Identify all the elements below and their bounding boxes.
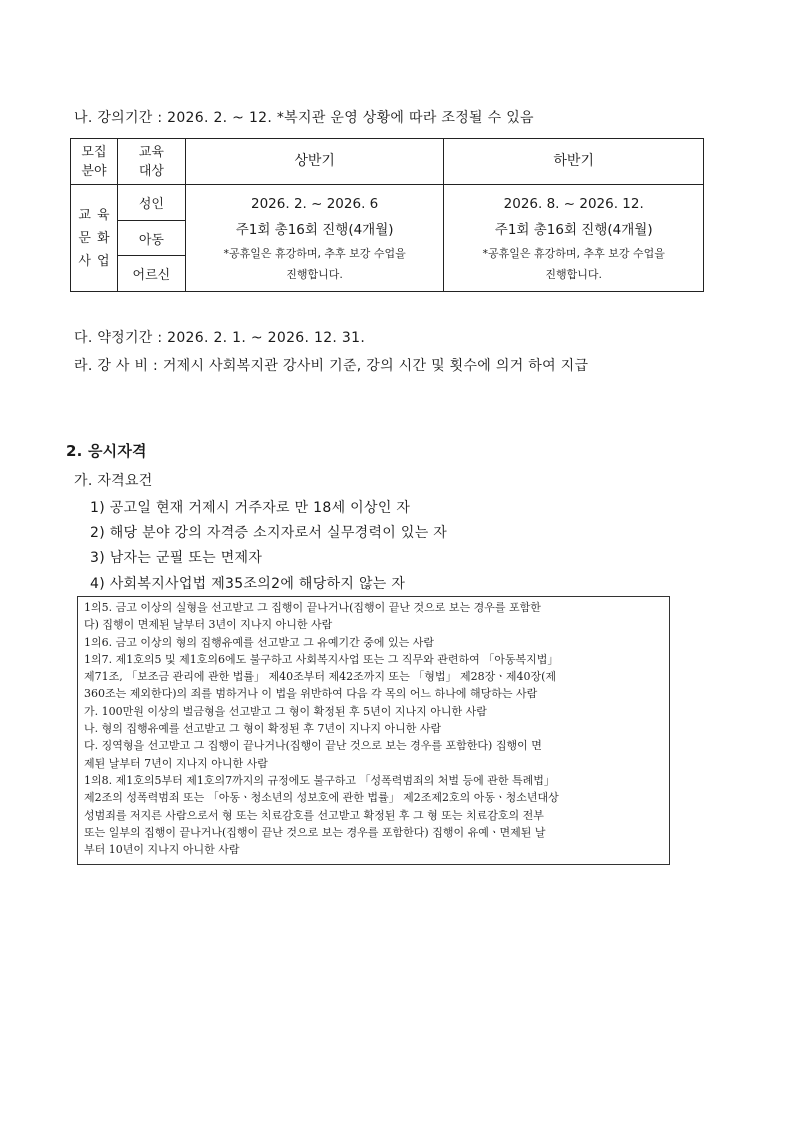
requirement-item: 4) 사회복지사업법 제35조의2에 해당하지 않는 자 [90,576,406,592]
law-line: 1의8. 제1호의5부터 제1호의7까지의 규정에도 불구하고 「성폭력범죄의 처벌 등에 관한 특례법」 [84,773,555,787]
law-line: 제2조의 성폭력범죄 또는 「아동ㆍ청소년의 성보호에 관한 법률」 제2조제2호의 아동ㆍ청소년대상 [84,791,559,805]
law-line: 또는 일부의 집행이 끝나거나(집행이 끝난 것으로 보는 경우를 포함한다) 집행이 유예ㆍ면제된 날 [84,825,546,839]
first-dates: 2026. 2. ~ 2026. 6 [251,196,379,212]
agreement-period-line: 다. 약정기간 : 2026. 2. 1. ~ 2026. 12. 31. [74,330,366,346]
law-line: 제된 날부터 7년이 지나지 아니한 사람 [84,756,268,770]
law-line: 가. 100만원 이상의 벌금형을 선고받고 그 형이 확정된 후 5년이 지나지 아니한 사람 [84,704,487,718]
area-cell: 교육 문화 사업 [71,185,118,292]
first-note-1: *공휴일은 휴강하며, 추후 보강 수업을 [223,247,406,260]
lecture-period-line: 나. 강의기간 : 2026. 2. ~ 12. *복지관 운영 상황에 따라 조정될 수 있음 [74,110,534,126]
target-adult: 성인 [117,185,185,221]
section-title: 2. 응시자격 [66,442,147,460]
law-line: 다. 징역형을 선고받고 그 집행이 끝나거나(집행이 끝난 것으로 보는 경우를 포함한다) 집행이 면 [84,739,542,753]
requirement-item: 2) 해당 분야 강의 자격증 소지자로서 실무경력이 있는 자 [90,525,448,541]
first-note-2: 진행합니다. [286,268,343,281]
lecturer-fee-line: 라. 강 사 비 : 거제시 사회복지관 강사비 기준, 강의 시간 및 횟수에 의거 하여 지급 [74,358,589,374]
requirement-item: 1) 공고일 현재 거제시 거주자로 만 18세 이상인 자 [90,500,411,516]
first-sessions: 주1회 총16회 진행(4개월) [235,222,394,238]
header-first-half: 상반기 [185,139,444,185]
second-note-1: *공휴일은 휴강하며, 추후 보강 수업을 [482,247,665,260]
law-line: 성범죄를 저지른 사람으로서 형 또는 치료감호를 선고받고 확정된 후 그 형 또는 치료감호의 전부 [84,808,544,822]
target-child: 아동 [117,221,185,256]
header-field: 모집 분야 [71,139,118,185]
first-half-detail [185,185,444,292]
law-line: 1의5. 금고 이상의 실형을 선고받고 그 집행이 끝나거나(집행이 끝난 것으로 보는 경우를 포함한 [84,601,541,614]
schedule-table [70,138,704,292]
second-half-detail [444,185,704,292]
second-dates: 2026. 8. ~ 2026. 12. [503,196,644,212]
law-line: 나. 형의 집행유예를 선고받고 그 형이 확정된 후 7년이 지나지 아니한 사람 [84,722,442,736]
law-line: 360조는 제외한다)의 죄를 범하거나 이 법을 위반하여 다음 각 목의 어느 하나에 해당하는 사람 [84,687,538,701]
second-sessions: 주1회 총16회 진행(4개월) [494,222,653,238]
law-line: 1의7. 제1호의5 및 제1호의6에도 불구하고 사회복지사업 또는 그 직무와 관련하여 「아동복지법」 [84,652,559,666]
second-note-2: 진행합니다. [545,268,603,281]
requirement-item: 3) 남자는 군필 또는 면제자 [90,550,263,566]
header-target: 교육 대상 [117,139,185,185]
law-line: 제71조, 「보조금 관리에 관한 법률」 제40조부터 제42조까지 또는 「형법」 제28장ㆍ제40장(제 [84,670,557,684]
law-excerpt-box [77,596,670,865]
law-line: 1의6. 금고 이상의 형의 집행유예를 선고받고 그 유예기간 중에 있는 사람 [84,635,434,649]
target-senior: 어르신 [117,256,185,292]
law-line: 다) 집행이 면제된 날부터 3년이 지나지 아니한 사람 [84,618,333,632]
header-second-half: 하반기 [444,139,704,185]
requirements-title: 가. 자격요건 [74,473,153,489]
law-line: 부터 10년이 지나지 아니한 사람 [84,843,240,857]
